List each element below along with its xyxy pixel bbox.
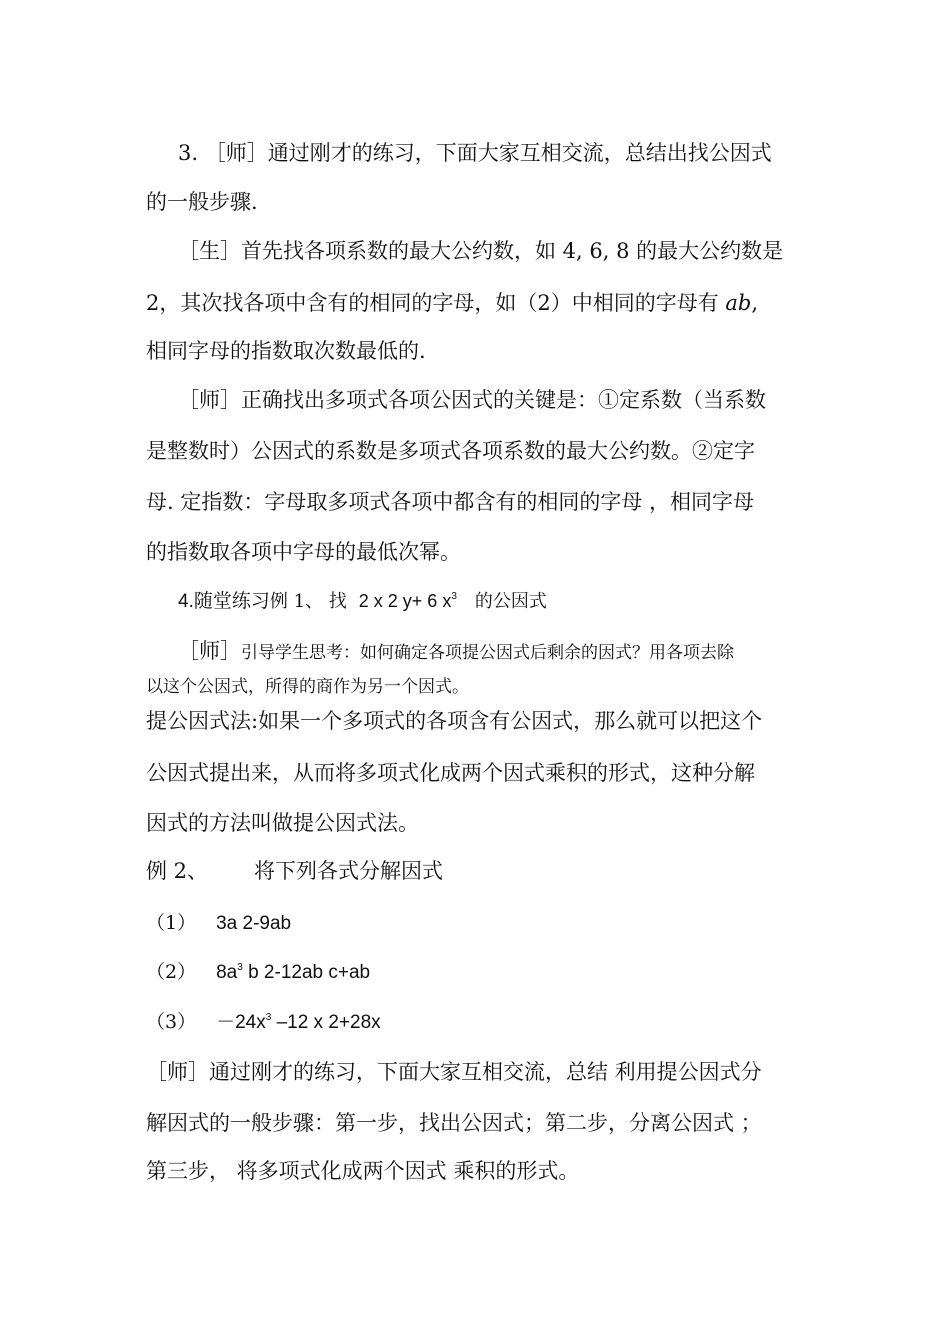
- student-line2: 2，其次找各项中含有的相同的字母，如（2）中相同的字母有 ab,: [146, 291, 759, 315]
- teacher2-line2: 以这个公因式，所得的商作为另一个因式。: [146, 677, 469, 697]
- definition-line2: 公因式提出来，从而将多项式化成两个因式乘积的形式，这种分解: [146, 761, 755, 785]
- section3-line2: 的一般步骤.: [146, 190, 258, 214]
- teacher3-line1: ［师］通过刚才的练习，下面大家互相交流，总结 利用提公因式分: [146, 1060, 762, 1084]
- practice-line: 4.随堂练习例 1、 找 2 x 2 y+ 6 $x^3$ 的公因式: [178, 591, 547, 612]
- problem-3: $(3) -24x^3$ –12 x 2+28x: [146, 1011, 381, 1033]
- teacher1-line4: 的指数取各项中字母的最低次幂。: [146, 540, 461, 564]
- definition-line1: 提公因式法:如果一个多项式的各项含有公因式，那么就可以把这个: [146, 709, 763, 733]
- teacher1-line2: 是整数时）公因式的系数是多项式各项系数的最大公约数。②定字: [146, 439, 755, 463]
- problem-2: （2） $8a^3$ b 2-12ab c+ab: [146, 961, 371, 983]
- teacher3-line2: 解因式的一般步骤：第一步，找出公因式；第二步，分离公因式 ；: [146, 1111, 762, 1135]
- example2-heading: 例 2、 将下列各式分解因式: [146, 859, 444, 883]
- problem-1: （1） 3a 2-9ab: [146, 912, 292, 934]
- teacher1-line3: 母. 定指数：字母取多项式各项中都含有的相同的字母 ，相同字母: [146, 490, 755, 514]
- teacher1-line1: ［师］正确找出多项式各项公因式的关键是：①定系数（当系数: [178, 388, 766, 412]
- student-line1: ［生］首先找各项系数的最大公约数，如 4, 6, 8 的最大公约数是: [178, 239, 784, 263]
- teacher3-line3: 第三步， 将多项式化成两个因式 乘积的形式。: [146, 1159, 580, 1183]
- definition-line3: 因式的方法叫做提公因式法。: [146, 811, 419, 835]
- teacher2-line1: ［师］引导学生思考：如何确定各项提公因式后剩余的因式？用各项去除: [178, 639, 734, 663]
- variable-ab: ab: [725, 291, 752, 315]
- section3-line1: 3. ［师］通过刚才的练习，下面大家互相交流，总结出找公因式: [178, 141, 772, 165]
- practice-expression: 2 x 2 y+ 6 $x^3$: [358, 591, 457, 611]
- student-line3: 相同字母的指数取次数最低的.: [146, 339, 426, 363]
